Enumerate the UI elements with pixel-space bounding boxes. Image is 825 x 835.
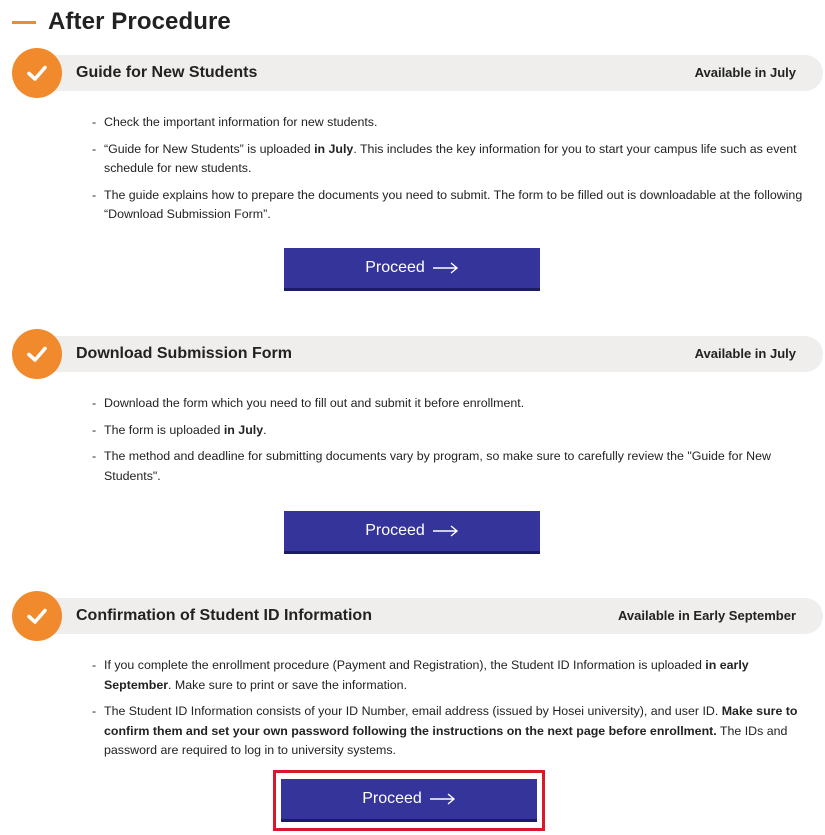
section-bullet-list [92, 113, 807, 232]
availability-label: Available in Early September [618, 608, 796, 623]
list-item: - If you complete the enrollment procedure (Payment and Registration), the Student ID Information is uploaded in early September. Make sure to print or save the information. [92, 658, 749, 692]
section-bullet-list [92, 394, 807, 493]
list-item: - The form is uploaded in July. [92, 422, 267, 437]
arrow-right-icon [433, 525, 459, 537]
check-icon [12, 591, 62, 641]
list-item: - “Guide for New Students” is uploaded in July. This includes the key information for you to start your campus life such as event schedule for new students. [92, 141, 797, 175]
availability-label: Available in July [694, 346, 796, 361]
proceed-button-label: Proceed [365, 259, 425, 276]
section-title: Download Submission Form [76, 345, 293, 362]
list-item: - Check the important information for new students. [92, 115, 378, 129]
proceed-button[interactable] [284, 248, 540, 291]
section-title: Confirmation of Student ID Information [76, 607, 372, 624]
page-heading [12, 6, 231, 38]
arrow-right-icon [430, 793, 456, 805]
list-item: - The Student ID Information consists of your ID Number, email address (issued by Hosei university), and user ID. Make sure to confirm them and set your own password following the instructions on the next page before enrollment. The IDs and password are required to log in to university systems. [92, 704, 798, 757]
list-item: - The method and deadline for submitting documents vary by program, so make sure to carefully review the "Guide for New Students". [92, 449, 771, 483]
section-header [12, 329, 813, 379]
heading-accent-bar [12, 21, 36, 24]
arrow-right-icon [433, 262, 459, 274]
proceed-button[interactable] [281, 779, 537, 822]
list-item: - The guide explains how to prepare the documents you need to submit. The form to be filled out is downloadable at the following “Download Submission Form”. [92, 187, 803, 221]
section-bullet-list [92, 656, 807, 768]
proceed-button-label: Proceed [362, 790, 422, 807]
check-icon [12, 329, 62, 379]
page-title: After Procedure [48, 8, 231, 35]
check-icon [12, 48, 62, 98]
section-title: Guide for New Students [76, 64, 258, 81]
list-item: - Download the form which you need to fill out and submit it before enrollment. [92, 396, 525, 410]
section-header [12, 591, 813, 641]
proceed-button-label: Proceed [365, 522, 425, 539]
proceed-button[interactable] [284, 511, 540, 554]
section-header [12, 48, 813, 98]
availability-label: Available in July [694, 65, 796, 80]
